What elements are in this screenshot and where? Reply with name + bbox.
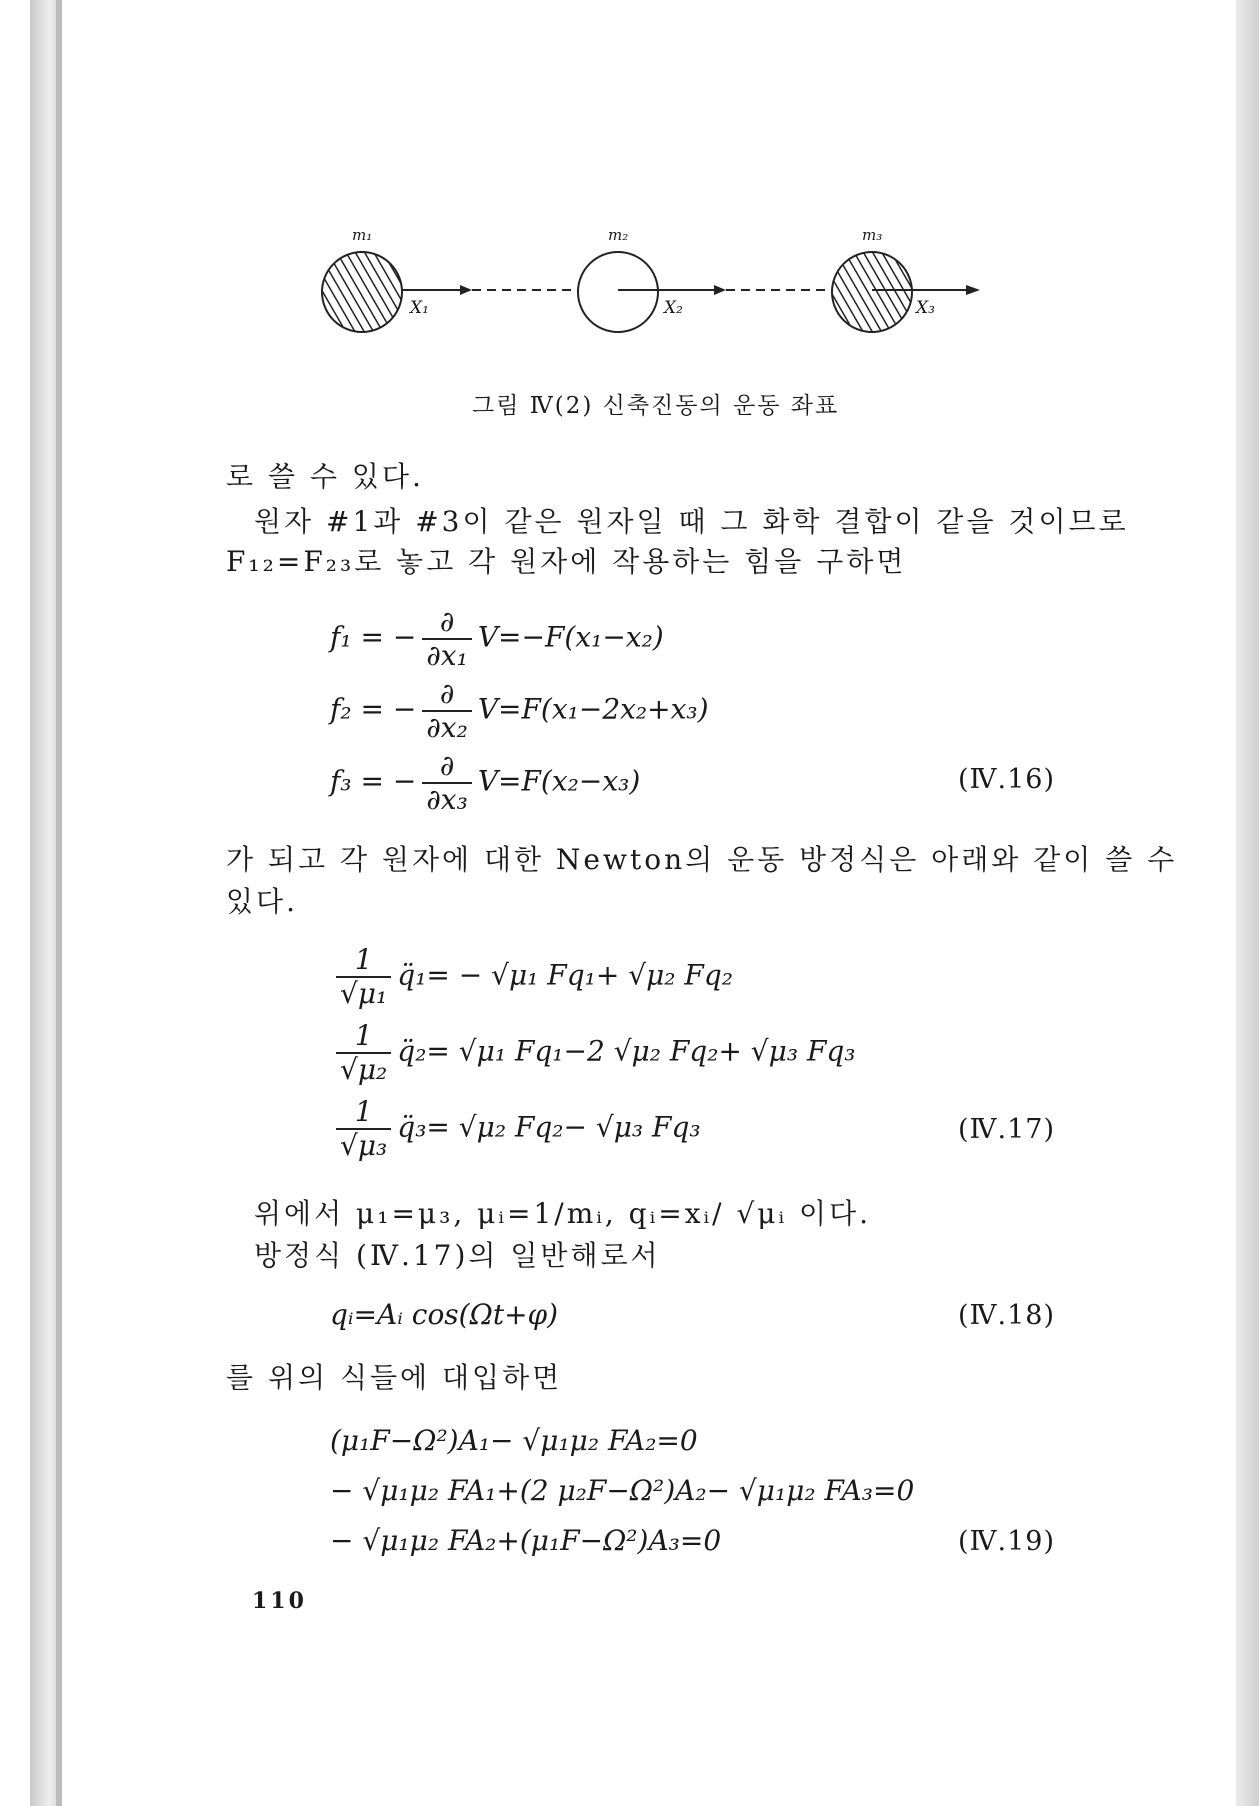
equation-number-17: (Ⅳ.17) xyxy=(958,1114,1055,1145)
equation-16-line-1: f₁ = − $\frac{\partial}{\text{∂x₁}}$ V=−F(x₁−x₂) xyxy=(330,605,664,672)
paragraph-4: 위에서 μ₁=μ₃, μᵢ=1/mᵢ, qᵢ=xᵢ/ √μᵢ 이다. xyxy=(254,1197,872,1230)
paragraph-2-line-2: F₁₂=F₂₃로 놓고 각 원자에 작용하는 힘을 구하면 xyxy=(226,545,907,578)
equation-number-19: (Ⅳ.19) xyxy=(958,1526,1055,1557)
equation-18: qᵢ=Aᵢ cos(Ωt+φ) xyxy=(330,1298,559,1331)
paragraph-6: 를 위의 식들에 대입하면 xyxy=(226,1361,563,1394)
mass-label-3: m₃ xyxy=(862,226,883,244)
axis-label-x3: X₃ xyxy=(916,298,935,318)
figure-caption: 그림 Ⅳ(2) 신축진동의 운동 좌표 xyxy=(472,393,840,419)
paragraph-2-line-1: 원자 #1과 #3이 같은 원자일 때 그 화학 결합이 같을 것이므로 xyxy=(254,505,1129,538)
arrow-x2-icon xyxy=(714,285,726,295)
equation-number-18: (Ⅳ.18) xyxy=(958,1300,1055,1331)
stretching-vibration-figure xyxy=(300,222,1000,342)
paragraph-3-line-1: 가 되고 각 원자에 대한 Newton의 운동 방정식은 아래와 같이 쓸 수 xyxy=(226,843,1178,876)
atom-2-open xyxy=(578,252,658,332)
paragraph-3-line-2: 있다. xyxy=(226,885,298,918)
mass-label-2: m₂ xyxy=(608,226,629,244)
equation-19-line-1: (μ₁F−Ω²)A₁− √μ₁μ₂ FA₂=0 xyxy=(330,1424,698,1457)
atom-1-hatched xyxy=(322,252,402,332)
equation-19-line-3: − √μ₁μ₂ FA₂+(μ₁F−Ω²)A₃=0 xyxy=(330,1524,722,1557)
equation-17-line-2: $\frac{1}{\text{√μ₂}}$ q̈₂= √μ₁ Fq₁−2 √μ₂ Fq₂+ √μ₃ Fq₃ xyxy=(330,1020,856,1086)
axis-label-x1: X₁ xyxy=(410,298,429,318)
partial-derivative: $\frac{\partial}{\text{∂x₁}}$ xyxy=(422,606,472,672)
paragraph-5: 방정식 (Ⅳ.17)의 일반해로서 xyxy=(254,1239,661,1272)
atom-3-hatched xyxy=(832,252,912,332)
equation-number-16: (Ⅳ.16) xyxy=(958,764,1055,795)
arrow-x1-icon xyxy=(460,285,472,295)
axis-label-x2: X₂ xyxy=(664,298,683,318)
mass-label-1: m₁ xyxy=(352,226,373,244)
arrow-x3-icon xyxy=(966,285,980,295)
partial-derivative: $\frac{\partial}{\text{∂x₃}}$ xyxy=(422,750,472,816)
right-page-edge xyxy=(1236,0,1259,1806)
partial-derivative: $\frac{\partial}{\text{∂x₂}}$ xyxy=(422,678,472,744)
equation-16-line-2: f₂ = − $\frac{\partial}{\text{∂x₂}}$ V=F(x₁−2x₂+x₃) xyxy=(330,677,709,744)
molecule-diagram xyxy=(300,222,1000,342)
equation-17-line-3: $\frac{1}{\text{√μ₃}}$ q̈₃= √μ₂ Fq₂− √μ₃ Fq₃ xyxy=(330,1096,701,1162)
equation-17-line-1: $\frac{1}{\text{√μ₁}}$ q̈₁= − √μ₁ Fq₁+ √μ₂ Fq₂ xyxy=(330,944,733,1010)
equation-19-line-2: − √μ₁μ₂ FA₁+(2 μ₂F−Ω²)A₂− √μ₁μ₂ FA₃=0 xyxy=(330,1474,915,1507)
paragraph-1: 로 쓸 수 있다. xyxy=(226,460,424,493)
page-number: 110 xyxy=(252,1588,307,1614)
equation-16-line-3: f₃ = − $\frac{\partial}{\text{∂x₃}}$ V=F(x₂−x₃) xyxy=(330,749,641,816)
